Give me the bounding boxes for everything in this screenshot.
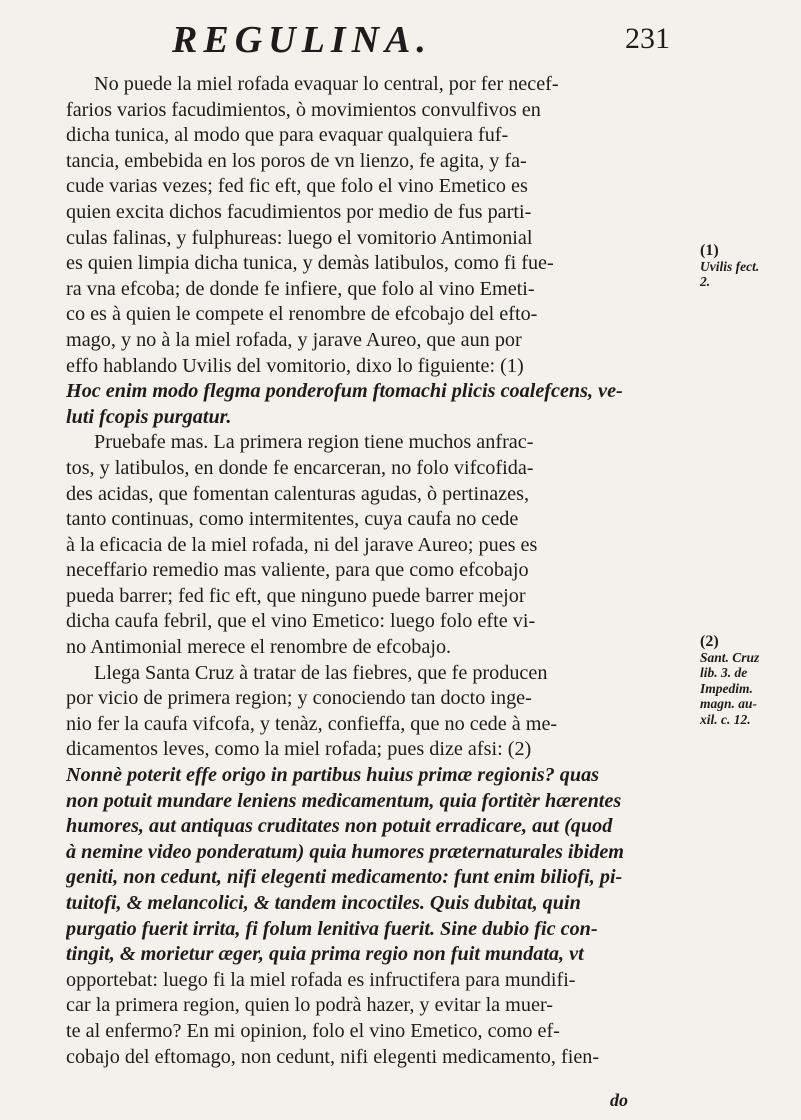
text-line: dicha caufa febril, que el vino Emetico: luego folo efte vi- bbox=[66, 610, 536, 633]
text-line: es quien limpia dicha tunica, y demàs latibulos, como fi fue- bbox=[66, 252, 554, 275]
margin-note-number: (1) bbox=[700, 242, 719, 259]
text-line: des acidas, que fomentan calenturas agudas, ò pertinazes, bbox=[66, 482, 530, 505]
running-title: REGULINA. bbox=[172, 19, 432, 61]
margin-note-1 bbox=[700, 243, 800, 290]
text-line: tos, y latibulos, en donde fe encarceran, no folo vifcofida- bbox=[66, 456, 534, 479]
margin-note-text: 2. bbox=[700, 274, 711, 289]
text-line: effo hablando Uvilis del vomitorio, dixo lo figuiente: (1) bbox=[66, 354, 524, 377]
latin-quote-line: tuitofi, & melancolici, & tandem incoctiles. Quis dubitat, quin bbox=[66, 892, 581, 914]
text-line: mago, y no à la miel rofada, y jarave Aureo, que aun por bbox=[66, 328, 522, 351]
margin-note-text: xil. c. 12. bbox=[700, 711, 751, 727]
page-header bbox=[150, 18, 670, 68]
text-line: car la primera region, quien lo podrà hazer, y evitar la muer- bbox=[66, 994, 553, 1017]
margin-note-text: magn. au- bbox=[700, 696, 758, 711]
margin-note-number: (2) bbox=[700, 633, 719, 650]
margin-note-text: Sant. Cruz bbox=[700, 649, 760, 665]
text-line: ra vna efcoba; de donde fe infiere, que folo al vino Emeti- bbox=[66, 277, 535, 300]
text-line: dicamentos leves, como la miel rofada; pues dize afsi: (2) bbox=[66, 738, 532, 761]
text-line: opportebat: luego fi la miel rofada es infructifera para mundifi- bbox=[66, 968, 576, 991]
margin-note-text: Uvilis fect. bbox=[700, 258, 760, 274]
text-line: quien excita dichos facudimientos por medio de fus parti- bbox=[66, 200, 532, 223]
body-text bbox=[66, 72, 678, 1070]
latin-quote-line: Nonnè poterit effe origo in partibus huius primæ regionis? quas bbox=[66, 764, 600, 787]
latin-quote-line: tingit, & morietur æger, quia prima regio non fuit mundata, vt bbox=[66, 943, 584, 966]
text-line: te al enfermo? En mi opinion, folo el vino Emetico, como ef- bbox=[66, 1019, 560, 1042]
latin-quote-line: humores, aut antiquas cruditates non potuit erradicare, aut (quod bbox=[66, 815, 613, 838]
margin-note-text: lib. 3. de bbox=[700, 665, 748, 680]
latin-quote-line: purgatio fuerit irrita, fi folum lenitiva fuerit. Sine dubio fic con- bbox=[66, 917, 598, 940]
margin-note-2 bbox=[700, 634, 800, 727]
latin-quote-line: à nemine video ponderatum) quia humores præternaturales ibidem bbox=[66, 840, 625, 863]
text-line: No puede la miel rofada evaquar lo central, por fer necef- bbox=[94, 73, 559, 95]
text-line: nio fer la caufa vifcofa, y tenàz, confieffa, que no cede à me- bbox=[66, 712, 558, 735]
text-line: tanto continuas, como intermitentes, cuya caufa no cede bbox=[66, 508, 519, 531]
text-line: cude varias vezes; fed fic eft, que folo el vino Emetico es bbox=[66, 175, 528, 198]
text-line: co es à quien le compete el renombre de efcobajo del efto- bbox=[66, 303, 538, 326]
text-line: neceffario remedio mas valiente, para que como efcobajo bbox=[66, 559, 529, 582]
latin-quote-line: luti fcopis purgatur. bbox=[66, 405, 232, 428]
text-line: farios varios facudimientos, ò movimientos convulfivos en bbox=[66, 98, 541, 121]
text-line: dicha tunica, al modo que para evaquar qualquiera fuf- bbox=[66, 124, 509, 147]
text-line: cobajo del eftomago, non cedunt, nifi elegenti medicamento, fien- bbox=[66, 1045, 600, 1068]
text-line: tancia, embebida en los poros de vn lienzo, fe agita, y fa- bbox=[66, 149, 527, 172]
text-line: Pruebafe mas. La primera region tiene muchos anfrac- bbox=[94, 431, 534, 454]
text-line: Llega Santa Cruz à tratar de las fiebres, que fe producen bbox=[94, 661, 548, 684]
text-line: à la eficacia de la miel rofada, ni del jarave Aureo; pues es bbox=[66, 533, 538, 556]
text-line: culas falinas, y fulphureas: luego el vomitorio Antimonial bbox=[66, 226, 533, 249]
catchword: do bbox=[610, 1090, 628, 1110]
latin-quote-line: non potuit mundare leniens medicamentum, quia fortitèr hærentes bbox=[66, 789, 622, 812]
latin-quote-line: Hoc enim modo flegma ponderofum ftomachi plicis coalefcens, ve- bbox=[66, 380, 623, 403]
text-line: por vicio de primera region; y conociendo tan docto inge- bbox=[66, 687, 532, 710]
text-line: pueda barrer; fed fic eft, que ninguno puede barrer mejor bbox=[66, 584, 526, 607]
page-number: 231 bbox=[625, 22, 670, 55]
text-line: no Antimonial merece el renombre de efcobajo. bbox=[66, 636, 452, 659]
margin-note-text: Impedim. bbox=[700, 680, 753, 696]
latin-quote-line: geniti, non cedunt, nifi elegenti medicamento: funt enim biliofi, pi- bbox=[66, 866, 623, 889]
